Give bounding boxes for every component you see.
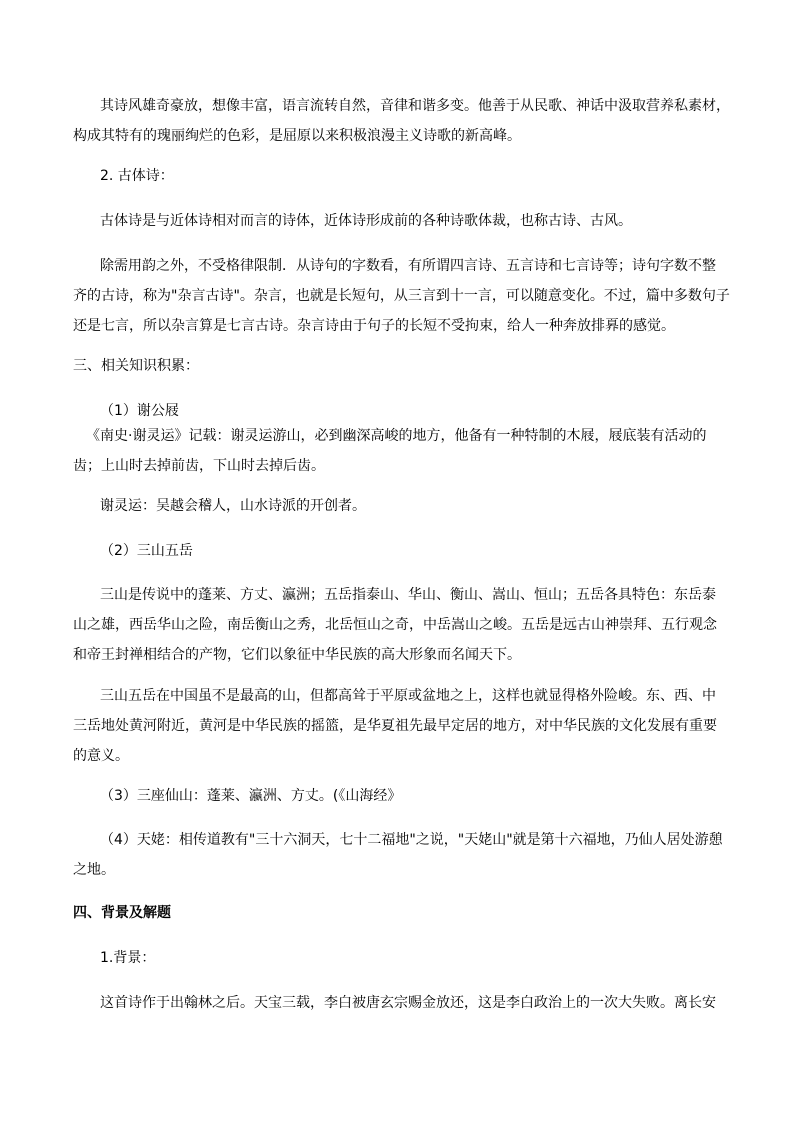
- paragraph-line: 构成其特有的瑰丽绚烂的色彩，是屈原以来积极浪漫主义诗歌的新高峰。: [73, 128, 521, 144]
- paragraph-line: 山之雄，西岳华山之险，南岳衡山之秀，北岳恒山之奇，中岳嵩山之峻。五岳是远古山神崇拜、五行观念: [73, 617, 717, 633]
- paragraph-line: 《南史·谢灵运》记载：谢灵运游山，必到幽深高峻的地方，他备有一种特制的木屐，屐底装有活动的: [86, 428, 707, 444]
- paragraph-line: 三岳地处黄河附近，黄河是中华民族的摇篮，是华夏祖先最早定居的地方，对中华民族的文化发展有重要: [73, 718, 717, 734]
- section-heading: 2. 古体诗：: [100, 168, 174, 184]
- paragraph-line: 古体诗是与近体诗相对而言的诗体，近体诗形成前的各种诗歌体裁，也称古诗、古风。: [100, 213, 632, 229]
- section-heading: 三、相关知识积累：: [73, 358, 199, 374]
- paragraph-line: 三山是传说中的蓬莱、方丈、瀛洲；五岳指泰山、华山、衡山、嵩山、恒山；五岳各具特色：东岳泰: [100, 587, 716, 603]
- subsection-heading: （2）三山五岳: [100, 543, 193, 559]
- paragraph-line: （3）三座仙山：蓬莱、瀛洲、方丈。(《山海经》: [100, 788, 402, 804]
- paragraph-line: 的意义。: [73, 748, 129, 764]
- paragraph-line: 之地。: [73, 862, 115, 878]
- paragraph-line: 这首诗作于出翰林之后。天宝三载，李白被唐玄宗赐金放还，这是李白政治上的一次大失败。离长安: [100, 995, 716, 1011]
- paragraph-line: 和帝王封禅相结合的产物，它们以象征中华民族的高大形象而名闻天下。: [73, 647, 521, 663]
- paragraph-line: 还是七言，所以杂言算是七言古诗。杂言诗由于句子的长短不受拘束，给人一种奔放排奡的感觉。: [73, 318, 675, 334]
- subsection-heading: （1）谢公屐: [100, 403, 179, 419]
- paragraph-line: 谢灵运：吴越会稽人，山水诗派的开创者。: [100, 498, 366, 514]
- paragraph-line: 齿；上山时去掉前齿，下山时去掉后齿。: [73, 458, 325, 474]
- paragraph-line: 除需用韵之外，不受格律限制．从诗句的字数看，有所谓四言诗、五言诗和七言诗等；诗句字数不整: [100, 258, 716, 274]
- subsection-heading: 1.背景：: [100, 950, 156, 966]
- paragraph-line: 其诗风雄奇豪放，想像丰富，语言流转自然，音律和谐多变。他善于从民歌、神话中汲取营养私素材，: [100, 98, 730, 114]
- paragraph-line: （4）天姥：相传道教有"三十六洞天，七十二福地"之说，"天姥山"就是第十六福地，乃仙人居处游憩: [100, 832, 723, 848]
- section-heading: 四、背景及解题: [73, 905, 171, 921]
- paragraph-line: 三山五岳在中国虽不是最高的山，但都高耸于平原或盆地之上，这样也就显得格外险峻。东、西、中: [100, 688, 716, 704]
- paragraph-line: 齐的古诗，称为"杂言古诗"。杂言，也就是长短句，从三言到十一言，可以随意变化。不过，篇中多数句子: [73, 288, 730, 304]
